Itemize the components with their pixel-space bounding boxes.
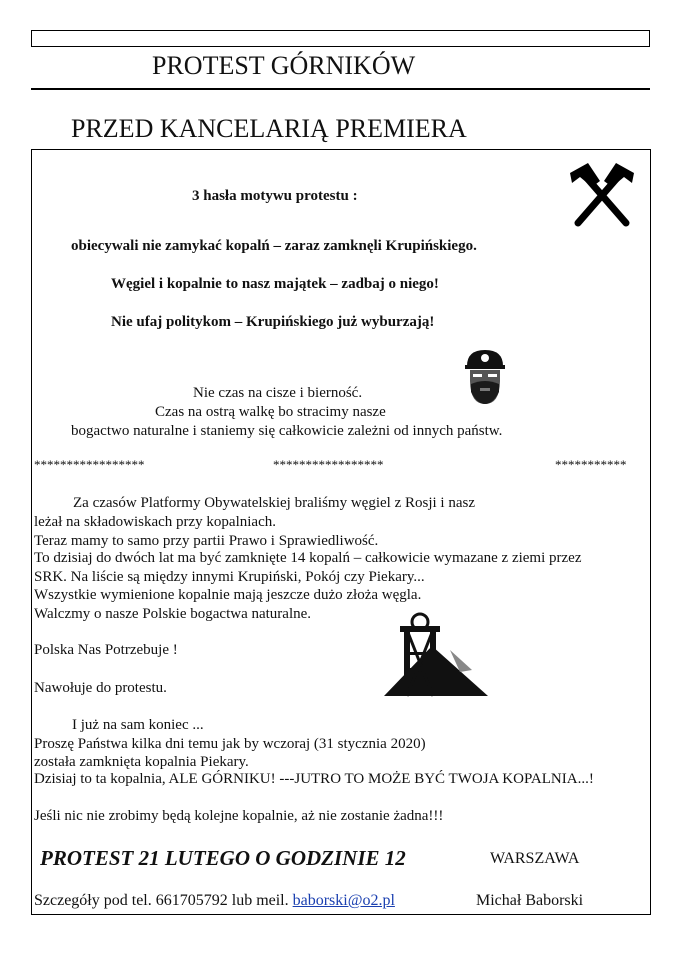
slogan-3: Nie ufaj politykom – Krupińskiego już wyburzają! bbox=[111, 314, 435, 330]
mine-headframe-icon bbox=[380, 612, 490, 698]
title-divider bbox=[31, 88, 650, 90]
body-line-8: Polska Nas Potrzebuje ! bbox=[34, 642, 178, 658]
body-line-2: leżał na składowiskach przy kopalniach. bbox=[34, 514, 276, 530]
body-line-4: To dzisiaj do dwóch lat ma być zamknięte 14 kopalń – całkowicie wymazane z ziemi przez bbox=[34, 550, 582, 566]
protest-date: PROTEST 21 LUTEGO O GODZINIE 12 bbox=[40, 846, 406, 870]
body-line-9: Nawołuje do protestu. bbox=[34, 680, 167, 696]
crossed-hammers-icon bbox=[568, 163, 636, 227]
body-line-1: Za czasów Platformy Obywatelskiej braliśmy węgiel z Rosji i nasz bbox=[73, 495, 475, 511]
title-chancellery: PRZED KANCELARIĄ PREMIERA bbox=[71, 114, 467, 143]
slogan-2: Węgiel i kopalnie to nasz majątek – zadbaj o niego! bbox=[111, 276, 439, 292]
body-line-13: Dzisiaj to ta kopalnia, ALE GÓRNIKU! ---JUTRO TO MOŻE BYĆ TWOJA KOPALNIA...! bbox=[34, 771, 594, 787]
appeal-line-1: Nie czas na cisze i bierność. bbox=[193, 385, 363, 401]
body-line-14: Jeśli nic nie zrobimy będą kolejne kopalnie, aż nie zostanie żadna!!! bbox=[34, 808, 444, 824]
separator-left: ***************** bbox=[34, 457, 145, 472]
body-line-3: Teraz mamy to samo przy partii Prawo i Sprawiedliwość. bbox=[34, 533, 379, 549]
title-protest: PROTEST GÓRNIKÓW bbox=[152, 51, 416, 80]
body-line-7: Walczmy o nasze Polskie bogactwa naturalne. bbox=[34, 606, 312, 622]
contact-prefix: Szczegóły pod tel. 661705792 lub meil. bbox=[34, 892, 289, 909]
body-line-5: SRK. Na liście są między innymi Krupiński, Pokój czy Piekary... bbox=[34, 569, 425, 585]
body-line-12: została zamknięta kopalnia Piekary. bbox=[34, 754, 249, 770]
appeal-line-3: bogactwo naturalne i staniemy się całkowicie zależni od innych państw. bbox=[71, 423, 503, 439]
miner-face-icon bbox=[463, 348, 507, 406]
email-link[interactable]: baborski@o2.pl bbox=[292, 892, 395, 909]
body-line-11: Proszę Państwa kilka dni temu jak by wczoraj (31 stycznia 2020) bbox=[34, 736, 426, 752]
body-line-10: I już na sam koniec ... bbox=[72, 717, 204, 733]
slogan-1: obiecywali nie zamykać kopalń – zaraz zamknęli Krupińskiego. bbox=[71, 238, 477, 254]
author-name: Michał Baborski bbox=[476, 892, 584, 909]
top-rule-box bbox=[31, 30, 650, 47]
protest-city: WARSZAWA bbox=[490, 850, 580, 867]
contact-line bbox=[34, 892, 395, 910]
separator-right: *********** bbox=[555, 457, 627, 472]
separator-middle: ***************** bbox=[273, 457, 384, 472]
appeal-line-2: Czas na ostrą walkę bo stracimy nasze bbox=[155, 404, 386, 420]
body-line-6: Wszystkie wymienione kopalnie mają jeszcze dużo złoża węgla. bbox=[34, 587, 422, 603]
slogans-heading: 3 hasła motywu protestu : bbox=[192, 188, 358, 204]
